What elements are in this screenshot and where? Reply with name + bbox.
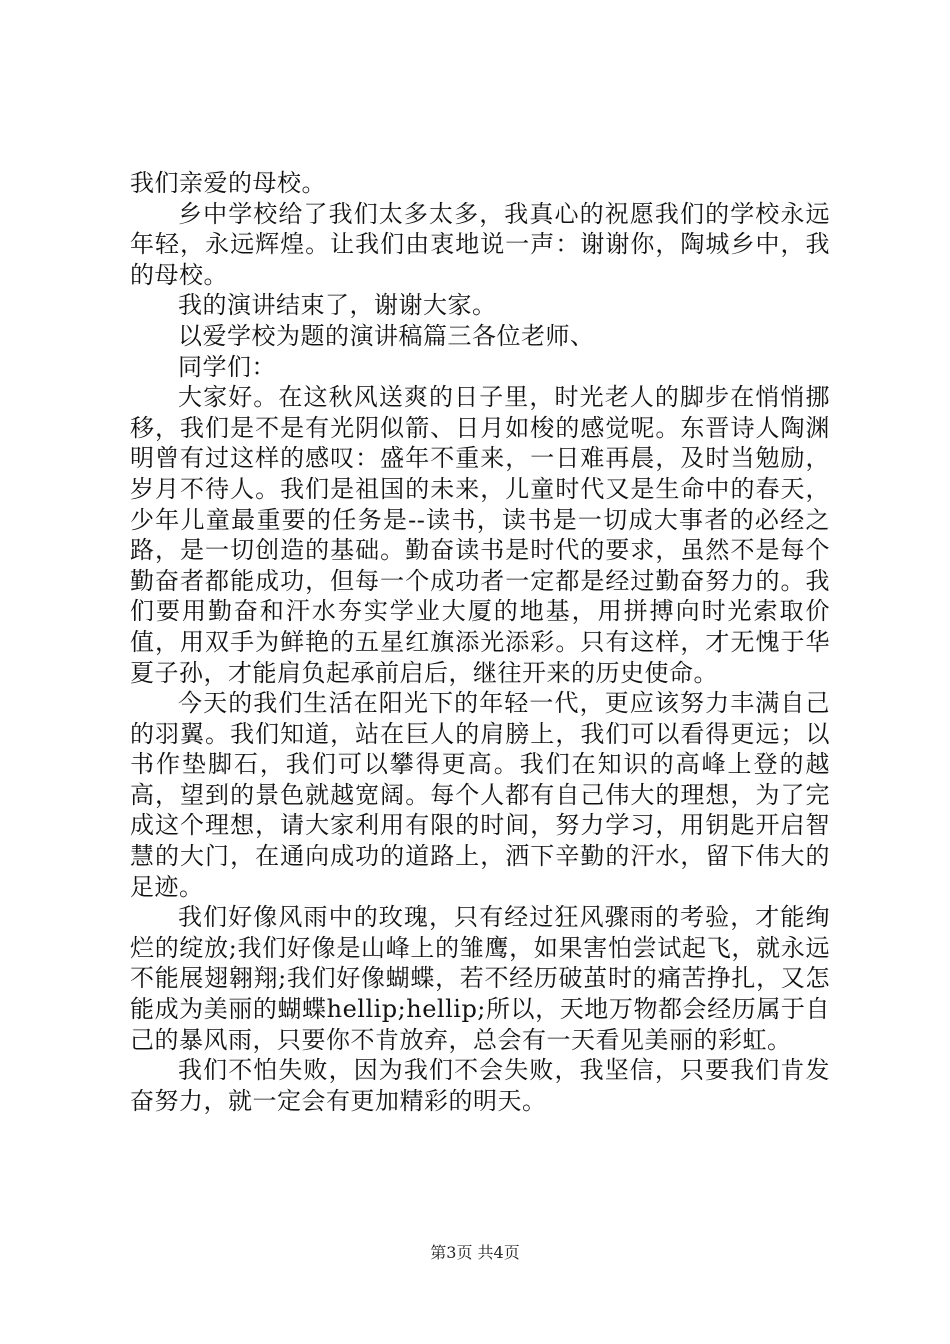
paragraph-1: 我们亲爱的母校。	[130, 169, 326, 197]
paragraph-3: 我的演讲结束了，谢谢大家。	[178, 291, 497, 320]
paragraph-9: 我们不怕失败，因为我们不会失败，我坚信，只要我们肯发奋努力，就一定会有更加精彩的明天。	[130, 1056, 830, 1115]
paragraph-5: 同学们：	[178, 352, 276, 381]
document-body	[130, 168, 830, 1116]
paragraph-6: 大家好。在这秋风送爽的日子里，时光老人的脚步在悄悄挪移，我们是不是有光阴似箭、日月如梭的感觉呢。东晋诗人陶渊明曾有过这样的感叹：盛年不重来，一日难再晨，及时当勉励，岁月不待人。我们是祖国的未来，儿童时代又是生命中的春天，少年儿童最重要的任务是--读书，读书是一切成大事者的必经之路，是一切创造的基础。勤奋读书是时代的要求，虽然不是每个勤奋者都能成功，但每一个成功者一定都是经过勤奋努力的。我们要用勤奋和汗水夯实学业大厦的地基，用拼搏向时光索取价值，用双手为鲜艳的五星红旗添光添彩。只有这样，才无愧于华夏子孙，才能肩负起承前启后，继往开来的历史使命。	[130, 383, 830, 687]
page-number-label: 第3页 共4页	[430, 1243, 520, 1262]
page-footer	[0, 1243, 950, 1263]
paragraph-8: 我们好像风雨中的玫瑰，只有经过狂风骤雨的考验，才能绚烂的绽放;我们好像是山峰上的雏鹰，如果害怕尝试起飞，就永远不能展翅翱翔;我们好像蝴蝶，若不经历破茧时的痛苦挣扎，又怎能成为美丽的蝴蝶hellip;hellip;所以，天地万物都会经历属于自己的暴风雨，只要你不肯放弃，总会有一天看见美丽的彩虹。	[130, 903, 830, 1054]
paragraph-4: 以爱学校为题的演讲稿篇三各位老师、	[178, 321, 595, 350]
paragraph-7: 今天的我们生活在阳光下的年轻一代，更应该努力丰满自己的羽翼。我们知道，站在巨人的肩膀上，我们可以看得更远；以书作垫脚石，我们可以攀得更高。我们在知识的高峰上登的越高，望到的景色就越宽阔。每个人都有自己伟大的理想，为了完成这个理想，请大家利用有限的时间，努力学习，用钥匙开启智慧的大门，在通向成功的道路上，洒下辛勤的汗水，留下伟大的足迹。	[130, 689, 830, 901]
paragraph-2: 乡中学校给了我们太多太多，我真心的祝愿我们的学校永远年轻，永远辉煌。让我们由衷地说一声：谢谢你，陶城乡中，我的母校。	[130, 199, 830, 289]
